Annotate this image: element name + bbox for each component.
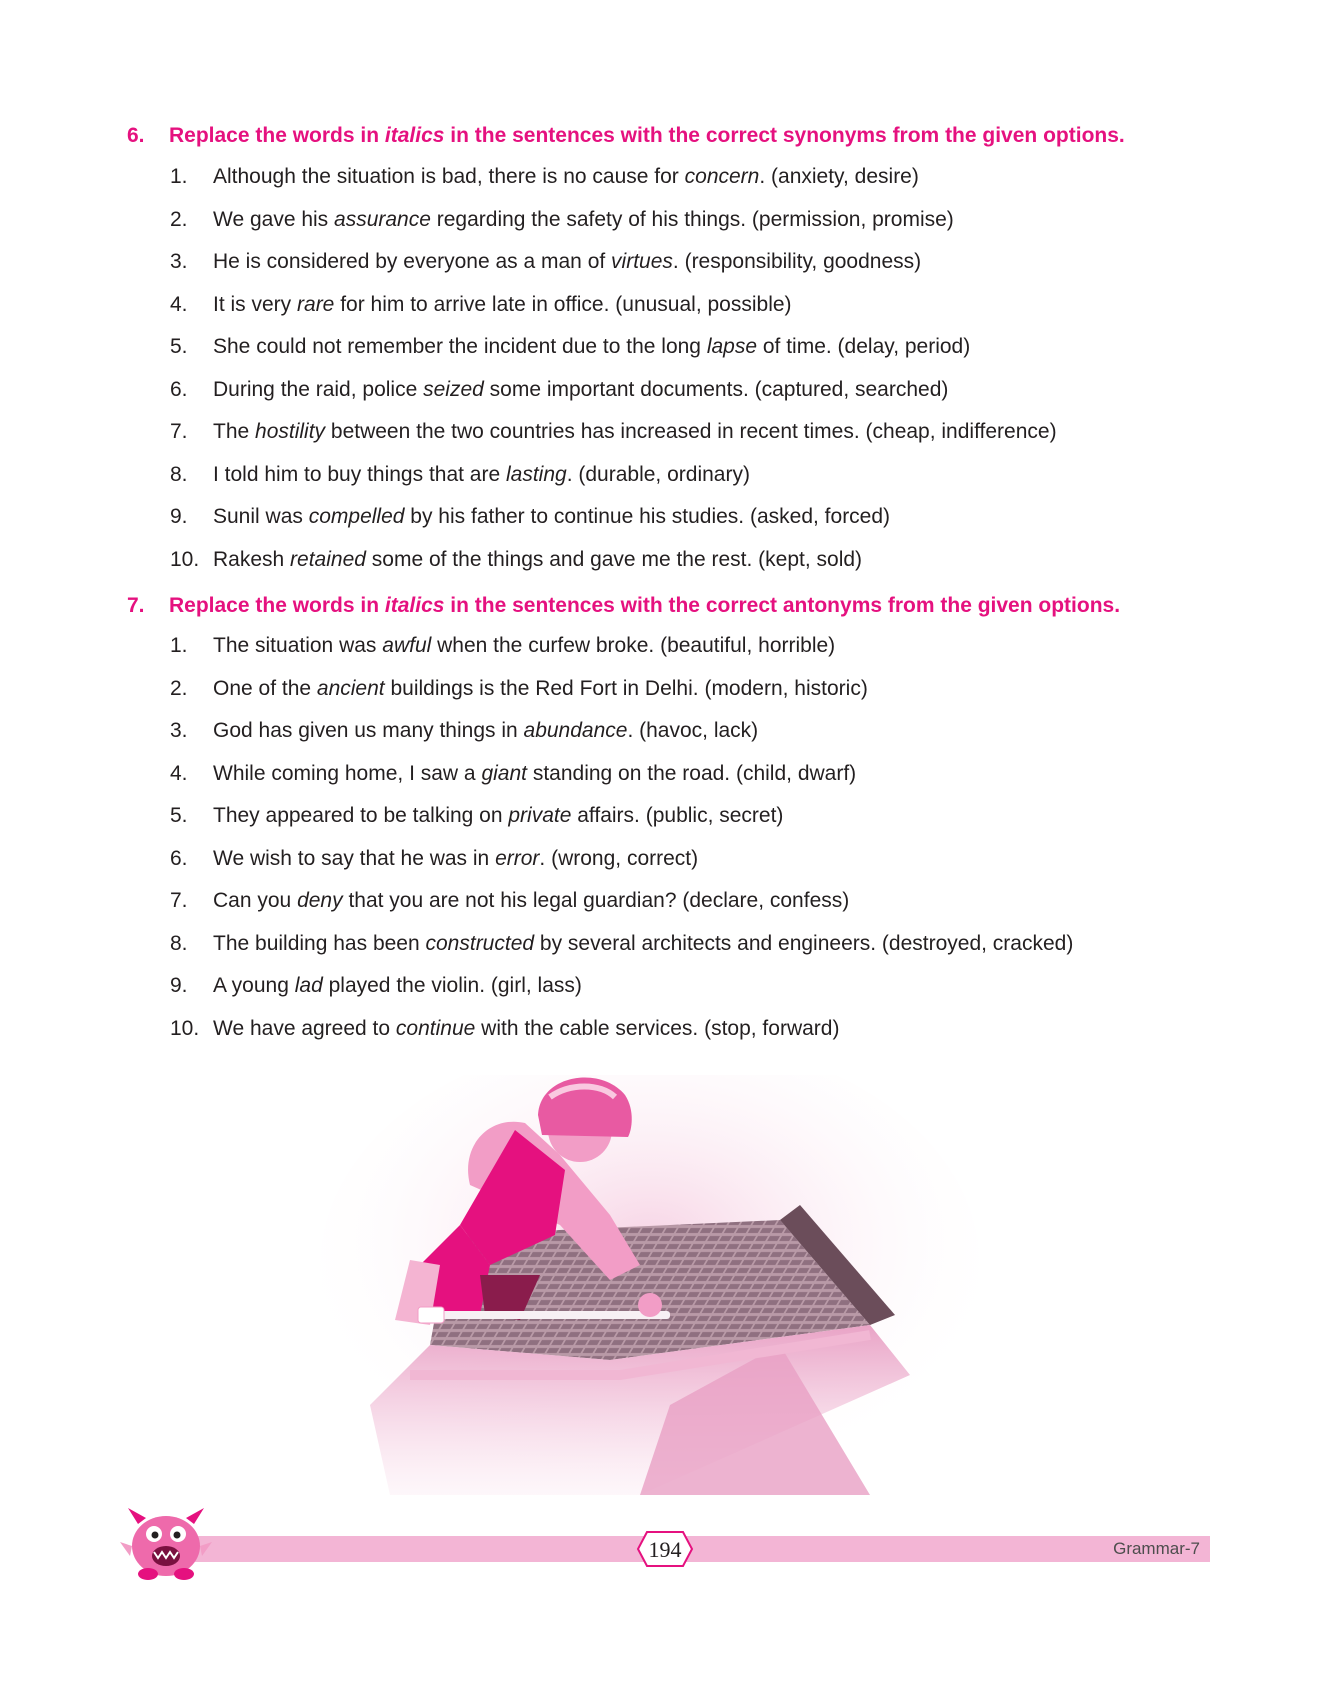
italic-word: lad — [294, 974, 323, 997]
question-text-after: that you are not his legal guardian? (declare, confess) — [342, 889, 850, 912]
exercise-number: 7. — [127, 594, 145, 617]
question-text-after: of time. (delay, period) — [757, 335, 971, 358]
question-text — [213, 463, 750, 487]
italic-word: error — [495, 846, 540, 870]
question-text-after: some of the things and gave me the rest. (kept, sold) — [365, 547, 863, 571]
question-number: 7. — [170, 420, 188, 443]
question-text-before: We have agreed to — [213, 1016, 396, 1040]
question-text — [213, 548, 862, 572]
question-text — [213, 505, 890, 529]
footer-bar — [195, 1536, 1210, 1562]
question-text — [213, 804, 783, 828]
exercise-7-list — [170, 634, 1073, 1059]
italic-word: compelled — [308, 505, 405, 528]
question-number: 8. — [170, 462, 188, 486]
question-text-before: During the raid, police — [213, 377, 424, 401]
question-text-after: affairs. (public, secret) — [571, 804, 784, 827]
question-text-before: She could not remember the incident due to the long — [213, 335, 707, 358]
question-number: 9. — [170, 505, 188, 528]
question-text-before: The — [213, 420, 256, 443]
question-number: 10. — [170, 1016, 200, 1040]
question-number: 8. — [170, 931, 188, 955]
question-text — [213, 974, 582, 998]
title-text: in the sentences with the correct synonyms from the given options. — [444, 124, 1125, 147]
italic-word: awful — [382, 634, 432, 657]
question-text — [213, 1017, 839, 1041]
question-text — [213, 762, 856, 786]
question-text-before: Can you — [213, 889, 298, 912]
question-item — [170, 463, 1057, 506]
question-number: 6. — [170, 846, 188, 870]
italic-word: retained — [290, 547, 366, 571]
italic-word: continue — [395, 1016, 476, 1040]
question-text-before: They appeared to be talking on — [213, 804, 509, 827]
question-text-after: buildings is the Red Fort in Delhi. (modern, historic) — [384, 676, 868, 700]
question-number: 2. — [170, 207, 188, 231]
question-text — [213, 250, 921, 274]
question-text — [213, 634, 835, 658]
title-text: Replace the words in — [169, 594, 385, 617]
exercise-6-title — [127, 124, 1125, 148]
question-number: 5. — [170, 804, 188, 827]
italic-word: rare — [297, 292, 335, 316]
title-text: Replace the words in — [169, 124, 385, 147]
question-item — [170, 208, 1057, 251]
question-text-before: While coming home, I saw a — [213, 761, 482, 785]
question-number: 2. — [170, 676, 188, 700]
question-text-after: . (anxiety, desire) — [759, 165, 919, 188]
question-text-after: with the cable services. (stop, forward) — [475, 1016, 840, 1040]
question-number: 1. — [170, 634, 188, 657]
question-item — [170, 165, 1057, 208]
question-number: 9. — [170, 974, 188, 997]
question-number: 6. — [170, 377, 188, 401]
italic-word: lapse — [706, 335, 758, 358]
italic-word: seized — [423, 377, 484, 401]
question-text — [213, 420, 1057, 444]
question-item — [170, 634, 1073, 677]
question-text-before: One of the — [213, 676, 317, 700]
question-item — [170, 293, 1057, 336]
question-number: 3. — [170, 719, 188, 742]
italic-word: abundance — [523, 719, 628, 742]
question-item — [170, 677, 1073, 720]
question-text-after: . (wrong, correct) — [539, 846, 699, 870]
italic-word: giant — [481, 761, 527, 785]
question-text — [213, 932, 1073, 956]
question-text — [213, 378, 948, 402]
question-text-before: The situation was — [213, 634, 383, 657]
question-item — [170, 719, 1073, 762]
italic-word: constructed — [425, 931, 535, 955]
question-number: 3. — [170, 250, 188, 273]
question-text-before: Rakesh — [213, 547, 291, 571]
question-item — [170, 1017, 1073, 1060]
question-item — [170, 804, 1073, 847]
question-text — [213, 335, 970, 359]
question-text — [213, 165, 919, 189]
exercise-number: 6. — [127, 124, 145, 147]
question-text-before: It is very — [213, 292, 298, 316]
italic-word: deny — [297, 889, 343, 912]
italic-word: assurance — [334, 207, 431, 231]
question-text-after: regarding the safety of his things. (permission, promise) — [430, 207, 954, 231]
question-number: 5. — [170, 335, 188, 358]
question-text-after: some important documents. (captured, searched) — [483, 377, 949, 401]
question-item — [170, 974, 1073, 1017]
italic-word: lasting — [506, 462, 567, 486]
italic-word: ancient — [316, 676, 385, 700]
exercise-7-title — [127, 594, 1120, 618]
question-text-after: standing on the road. (child, dwarf) — [526, 761, 857, 785]
question-number: 4. — [170, 761, 188, 785]
question-number: 7. — [170, 889, 188, 912]
question-text-before: Although the situation is bad, there is no cause for — [213, 165, 685, 188]
question-text-after: played the violin. (girl, lass) — [322, 974, 582, 997]
question-number: 1. — [170, 165, 188, 188]
question-number: 4. — [170, 292, 188, 316]
italic-word: private — [508, 804, 572, 827]
question-text-after: by his father to continue his studies. (asked, forced) — [404, 505, 891, 528]
italic-word: virtues — [611, 250, 673, 273]
question-item — [170, 889, 1073, 932]
question-text-after: for him to arrive late in office. (unusual, possible) — [334, 292, 792, 316]
question-text-before: We gave his — [213, 207, 335, 231]
question-text-before: The building has been — [213, 931, 426, 955]
question-item — [170, 378, 1057, 421]
question-text-after: when the curfew broke. (beautiful, horrible) — [431, 634, 836, 657]
question-item — [170, 505, 1057, 548]
title-italic-text: italics — [384, 594, 445, 617]
question-text-before: God has given us many things in — [213, 719, 524, 742]
italic-word: concern — [684, 165, 760, 188]
question-text — [213, 719, 758, 743]
question-text-before: We wish to say that he was in — [213, 846, 496, 870]
italic-word: hostility — [255, 420, 326, 443]
title-italic-text: italics — [384, 124, 445, 147]
question-text-before: A young — [213, 974, 295, 997]
question-text-after: by several architects and engineers. (destroyed, cracked) — [534, 931, 1074, 955]
page-number: 194 — [648, 1537, 682, 1562]
book-title: Grammar-7 — [1113, 1539, 1200, 1558]
question-number: 10. — [170, 547, 200, 571]
title-text: in the sentences with the correct antonyms from the given options. — [444, 594, 1121, 617]
roofer-illustration — [310, 1075, 1010, 1505]
question-text — [213, 677, 868, 701]
question-text-before: He is considered by everyone as a man of — [213, 250, 612, 273]
question-text — [213, 847, 698, 871]
question-text-before: Sunil was — [213, 505, 309, 528]
question-item — [170, 420, 1057, 463]
question-item — [170, 335, 1057, 378]
question-item — [170, 548, 1057, 591]
question-item — [170, 932, 1073, 975]
question-item — [170, 762, 1073, 805]
question-text — [213, 208, 954, 232]
question-text-after: . (responsibility, goodness) — [672, 250, 922, 273]
question-text-after: . (havoc, lack) — [627, 719, 759, 742]
question-text — [213, 889, 849, 913]
monster-mascot-icon — [120, 1502, 212, 1582]
question-text-after: between the two countries has increased in recent times. (cheap, indifference) — [325, 420, 1057, 443]
question-item — [170, 250, 1057, 293]
question-text — [213, 293, 792, 317]
exercise-6-list — [170, 165, 1057, 590]
question-text-after: . (durable, ordinary) — [566, 462, 750, 486]
question-item — [170, 847, 1073, 890]
question-text-before: I told him to buy things that are — [213, 462, 506, 486]
